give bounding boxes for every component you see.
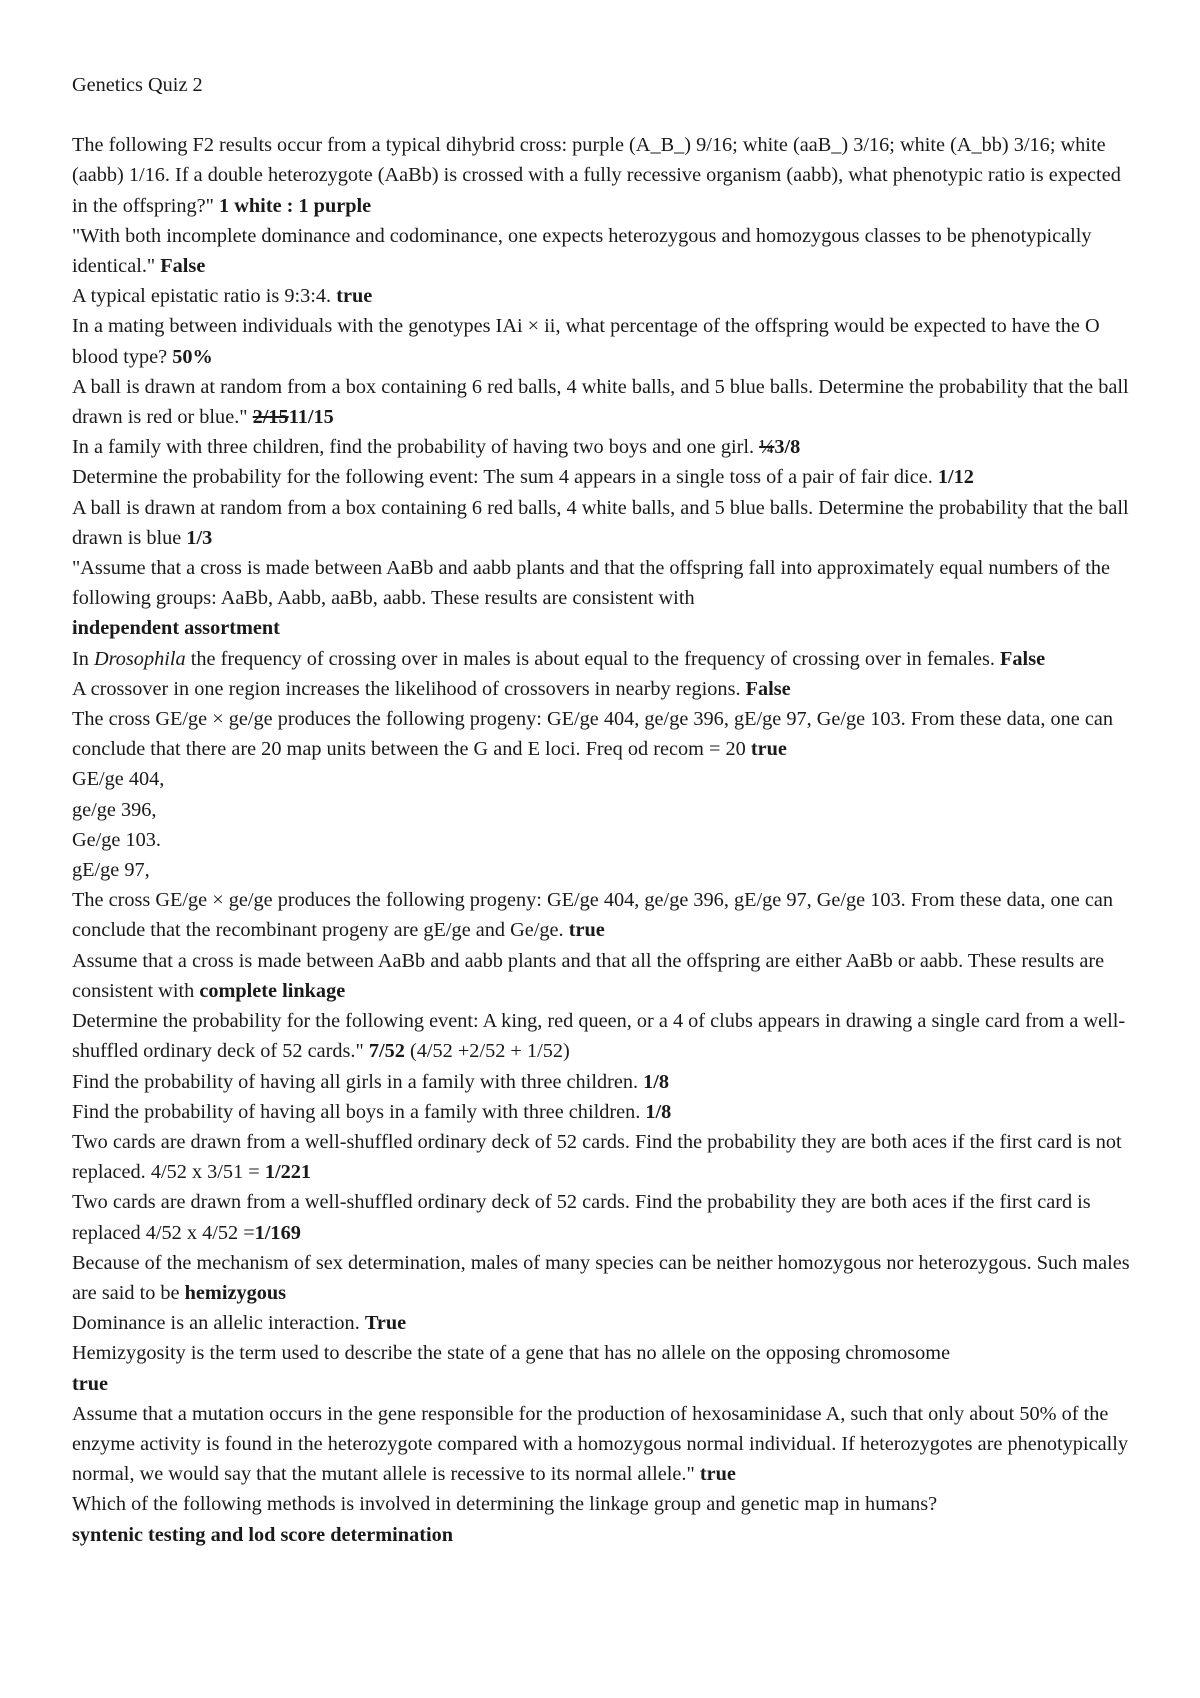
question-18 <box>72 1127 1132 1187</box>
question-text-prefix: In <box>72 647 89 670</box>
question-5 <box>72 372 1132 432</box>
question-8 <box>72 493 1132 553</box>
question-1 <box>72 130 1132 221</box>
species-name: Drosophila <box>93 647 186 670</box>
answer: true <box>568 919 605 942</box>
progeny-line: gE/ge 97, <box>72 859 150 882</box>
question-text: Two cards are drawn from a well-shuffled ordinary deck of 52 cards. Find the probability they are both aces if the first card is replaced 4/52 x 4/52 = <box>72 1191 1091 1244</box>
question-15 <box>72 1006 1132 1066</box>
answer-note: (4/52 +2/52 + 1/52) <box>409 1040 570 1063</box>
question-text: A ball is drawn at random from a box containing 6 red balls, 4 white balls, and 5 blue balls. Determine the probability that the ball drawn is red or blue." <box>72 375 1129 429</box>
question-text: Assume that a cross is made between AaBb and aabb plants and that all the offspring are either AaBb or aabb. These results are consistent with <box>72 949 1105 1002</box>
question-text: Assume that a mutation occurs in the gene responsible for the production of hexosaminidase A, such that only about 50% of the enzyme activity is found in the heterozygote compared with a homozygous normal individual. If heterozygotes are phenotypically normal, we would say that the mutant allele is recessive to its normal allele." <box>72 1402 1128 1486</box>
progeny-line: ge/ge 396, <box>72 798 157 821</box>
answer: 1/221 <box>264 1161 312 1184</box>
answer: False <box>1000 647 1046 670</box>
question-10 <box>72 644 1132 674</box>
answer: False <box>745 677 791 700</box>
answer: 7/52 <box>368 1040 405 1063</box>
question-text: "With both incomplete dominance and codominance, one expects heterozygous and homozygous classes to be phenotypically identical." <box>72 224 1092 278</box>
answer: False <box>160 255 206 278</box>
question-16 <box>72 1067 1132 1097</box>
answer: 1/12 <box>937 466 974 489</box>
question-text: In a mating between individuals with the genotypes IAi × ii, what percentage of the offspring would be expected to have the O blood type? <box>72 315 1100 368</box>
question-text: Determine the probability for the following event: The sum 4 appears in a single toss of a pair of fair dice. <box>72 466 933 489</box>
answer: true <box>699 1463 736 1486</box>
question-9 <box>72 553 1132 644</box>
question-2 <box>72 221 1132 281</box>
question-22 <box>72 1338 1132 1398</box>
answer: complete linkage <box>199 979 346 1002</box>
answer: 50% <box>172 345 213 368</box>
struck-answer: ¼ <box>759 436 775 459</box>
answer: 3/8 <box>774 436 801 459</box>
question-text: The cross GE/ge × ge/ge produces the following progeny: GE/ge 404, ge/ge 396, gE/ge 97, Ge/ge 103. From these data, one can conclude that there are 20 map units between the G and E loci. Freq od recom = 20 <box>72 708 1113 761</box>
answer: independent assortment <box>72 617 280 640</box>
question-text: Which of the following methods is involved in determining the linkage group and genetic map in humans? <box>72 1493 938 1516</box>
answer: 1/169 <box>254 1221 301 1244</box>
question-23 <box>72 1399 1132 1490</box>
answer: 1 white : 1 purple <box>219 194 372 217</box>
struck-answer: 2/15 <box>252 406 289 429</box>
question-6 <box>72 432 1132 462</box>
answer: syntenic testing and lod score determination <box>72 1523 454 1546</box>
answer: 11/15 <box>288 406 334 429</box>
answer: true <box>72 1372 109 1395</box>
question-text: Because of the mechanism of sex determination, males of many species can be neither homozygous nor heterozygous. Such males are said to be <box>72 1251 1130 1304</box>
answer: 1/3 <box>186 526 213 549</box>
answer: 1/8 <box>643 1070 670 1093</box>
question-14 <box>72 946 1132 1006</box>
question-text: In a family with three children, find the probability of having two boys and one girl. <box>72 436 755 459</box>
question-4 <box>72 311 1132 371</box>
question-text: Hemizygosity is the term used to describe the state of a gene that has no allele on the opposing chromosome <box>72 1342 951 1365</box>
question-text: A ball is drawn at random from a box containing 6 red balls, 4 white balls, and 5 blue balls. Determine the probability that the ball drawn is blue <box>72 496 1129 549</box>
question-7 <box>72 462 1132 492</box>
question-text: Two cards are drawn from a well-shuffled ordinary deck of 52 cards. Find the probability they are both aces if the first card is not replaced. 4/52 x 3/51 = <box>72 1130 1122 1184</box>
answer: 1/8 <box>645 1100 672 1123</box>
question-21 <box>72 1308 1132 1338</box>
progeny-line: GE/ge 404, <box>72 768 165 791</box>
question-text: Find the probability of having all boys in a family with three children. <box>72 1100 641 1123</box>
question-11 <box>72 674 1132 704</box>
question-text: the frequency of crossing over in males is about equal to the frequency of crossing over in females. <box>190 647 995 670</box>
document-title: Genetics Quiz 2 <box>72 74 203 96</box>
question-text: The cross GE/ge × ge/ge produces the following progeny: GE/ge 404, ge/ge 396, gE/ge 97, Ge/ge 103. From these data, one can conclude that the recombinant progeny are gE/ge and Ge/ge. <box>72 889 1113 942</box>
question-text: Find the probability of having all girls in a family with three children. <box>72 1070 639 1093</box>
question-text: Determine the probability for the following event: A king, red queen, or a 4 of clubs appears in drawing a single card from a well-shuffled ordinary deck of 52 cards." <box>72 1010 1126 1063</box>
question-12 <box>72 704 1132 764</box>
answer: True <box>364 1312 407 1335</box>
question-text: A typical epistatic ratio is 9:3:4. <box>72 285 332 308</box>
question-20 <box>72 1248 1132 1308</box>
question-text: "Assume that a cross is made between AaBb and aabb plants and that the offspring fall into approximately equal numbers of the following groups: AaBb, Aabb, aaBb, aabb. These results are consistent with <box>72 557 1111 610</box>
question-13 <box>72 885 1132 945</box>
question-text: The following F2 results occur from a typical dihybrid cross: purple (A_B_) 9/16; white (aaB_) 3/16; white (A_bb) 3/16; white (aabb) 1/16. If a double heterozygote (AaBb) is crossed with a fully recessive organism (aabb), what phenotypic ratio is expected in the offspring?" <box>72 134 1121 217</box>
question-19 <box>72 1187 1132 1247</box>
answer: true <box>750 738 787 761</box>
document-page <box>72 70 1132 1550</box>
question-3 <box>72 281 1132 311</box>
question-text: Dominance is an allelic interaction. <box>72 1312 360 1335</box>
answer: hemizygous <box>184 1281 287 1304</box>
question-24 <box>72 1489 1132 1549</box>
question-17 <box>72 1097 1132 1127</box>
progeny-line: Ge/ge 103. <box>72 828 161 851</box>
answer: true <box>336 285 373 308</box>
question-text: A crossover in one region increases the likelihood of crossovers in nearby regions. <box>72 677 741 700</box>
